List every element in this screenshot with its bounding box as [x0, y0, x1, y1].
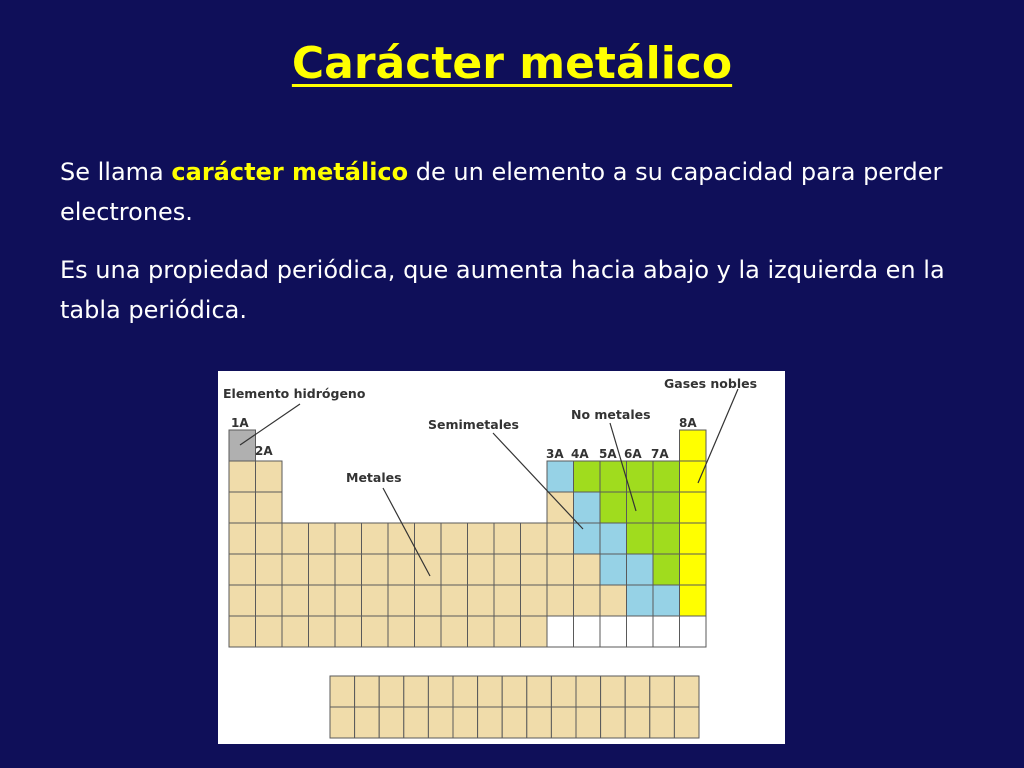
element-cell — [680, 585, 707, 616]
element-cell — [574, 585, 601, 616]
f-block-cell — [478, 707, 503, 738]
f-block-cell — [674, 707, 699, 738]
element-cell — [282, 554, 309, 585]
element-cell — [627, 492, 654, 523]
group-label-4a: 4A — [571, 447, 589, 461]
element-cell — [547, 554, 574, 585]
f-block-cell — [478, 676, 503, 707]
f-block-cell — [551, 676, 576, 707]
empty-cell — [574, 616, 601, 647]
nonmetals-label: No metales — [571, 407, 651, 422]
element-cell — [627, 523, 654, 554]
f-block-cell — [551, 707, 576, 738]
element-cell — [229, 554, 256, 585]
f-block-cell — [379, 676, 404, 707]
f-block-cell — [625, 707, 650, 738]
element-cell — [441, 616, 468, 647]
element-cell — [627, 554, 654, 585]
element-cell — [335, 585, 362, 616]
f-block-cell — [404, 707, 429, 738]
empty-cell — [680, 616, 707, 647]
element-cell — [229, 585, 256, 616]
element-cell — [335, 523, 362, 554]
element-cell — [547, 523, 574, 554]
element-cell — [627, 585, 654, 616]
f-block-cell — [527, 676, 552, 707]
f-block-cell — [601, 676, 626, 707]
element-cell — [309, 554, 336, 585]
empty-cell — [653, 616, 680, 647]
element-cell — [653, 523, 680, 554]
hydrogen-label: Elemento hidrógeno — [223, 386, 366, 401]
trend-paragraph: Es una propiedad periódica, que aumenta hacia abajo y la izquierda en la tabla periódica. — [60, 256, 945, 324]
f-block-cell — [527, 707, 552, 738]
element-cell — [574, 492, 601, 523]
element-cell — [494, 554, 521, 585]
hydrogen-cell — [229, 430, 256, 461]
element-cell — [282, 585, 309, 616]
f-block-cell — [502, 707, 527, 738]
element-cell — [468, 554, 495, 585]
element-cell — [282, 523, 309, 554]
element-cell — [415, 585, 442, 616]
semimetals-label: Semimetales — [428, 417, 519, 432]
definition-paragraph — [60, 152, 960, 232]
empty-cell — [600, 616, 627, 647]
f-block-cell — [453, 707, 478, 738]
group-label-7a: 7A — [651, 447, 669, 461]
element-cell — [521, 554, 548, 585]
element-cell — [256, 585, 283, 616]
periodic-table-diagram — [218, 371, 785, 744]
element-cell — [521, 523, 548, 554]
element-cell — [229, 616, 256, 647]
element-cell — [627, 461, 654, 492]
f-block-cell — [330, 676, 355, 707]
element-cell — [680, 492, 707, 523]
element-cell — [680, 554, 707, 585]
element-cell — [574, 461, 601, 492]
element-cell — [388, 616, 415, 647]
element-cell — [468, 523, 495, 554]
f-block-cell — [428, 676, 453, 707]
element-cell — [547, 492, 574, 523]
f-block-cell — [650, 676, 675, 707]
element-cell — [494, 616, 521, 647]
f-block-cell — [576, 676, 601, 707]
element-cell — [521, 616, 548, 647]
element-cell — [600, 585, 627, 616]
element-cell — [468, 585, 495, 616]
element-cell — [362, 585, 389, 616]
f-block-cell — [674, 676, 699, 707]
group-label-2a: 2A — [255, 444, 273, 458]
element-cell — [547, 461, 574, 492]
element-cell — [653, 492, 680, 523]
f-block-cell — [355, 707, 380, 738]
element-cell — [256, 554, 283, 585]
element-cell — [521, 585, 548, 616]
f-block-cell — [502, 676, 527, 707]
empty-cell — [627, 616, 654, 647]
element-cell — [256, 461, 283, 492]
element-cell — [680, 461, 707, 492]
group-label-8a: 8A — [679, 416, 697, 430]
empty-cell — [547, 616, 574, 647]
element-cell — [362, 523, 389, 554]
group-label-6a: 6A — [624, 447, 642, 461]
f-block-cell — [355, 676, 380, 707]
element-cell — [388, 554, 415, 585]
element-cell — [309, 523, 336, 554]
element-cell — [256, 492, 283, 523]
f-block-cell — [453, 676, 478, 707]
element-cell — [362, 554, 389, 585]
element-cell — [335, 616, 362, 647]
element-cell — [574, 554, 601, 585]
table-cells — [229, 430, 706, 738]
element-cell — [256, 523, 283, 554]
noble-gases-label: Gases nobles — [664, 376, 758, 391]
f-block-cell — [576, 707, 601, 738]
element-cell — [362, 616, 389, 647]
slide-title: Carácter metálico — [291, 38, 733, 89]
element-cell — [494, 585, 521, 616]
group-label-1a: 1A — [231, 416, 249, 430]
f-block-cell — [601, 707, 626, 738]
element-cell — [309, 616, 336, 647]
element-cell — [653, 461, 680, 492]
element-cell — [653, 585, 680, 616]
element-cell — [468, 616, 495, 647]
element-cell — [600, 523, 627, 554]
element-cell — [229, 492, 256, 523]
element-cell — [680, 523, 707, 554]
element-cell — [441, 523, 468, 554]
f-block-cell — [625, 676, 650, 707]
element-cell — [494, 523, 521, 554]
definition-text-start: Se llama — [60, 158, 172, 186]
element-cell — [574, 523, 601, 554]
group-label-3a: 3A — [546, 447, 564, 461]
metallic-character-highlight: carácter metálico — [171, 158, 409, 186]
f-block-cell — [428, 707, 453, 738]
element-cell — [309, 585, 336, 616]
element-cell — [415, 523, 442, 554]
element-cell — [256, 616, 283, 647]
element-cell — [653, 554, 680, 585]
f-block-cell — [330, 707, 355, 738]
element-cell — [600, 492, 627, 523]
group-label-5a: 5A — [599, 447, 617, 461]
element-cell — [415, 616, 442, 647]
element-cell — [229, 461, 256, 492]
element-cell — [441, 585, 468, 616]
element-cell — [441, 554, 468, 585]
f-block-cell — [379, 707, 404, 738]
element-cell — [600, 554, 627, 585]
f-block-cell — [650, 707, 675, 738]
element-cell — [415, 554, 442, 585]
element-cell — [547, 585, 574, 616]
f-block-cell — [404, 676, 429, 707]
metals-label: Metales — [346, 470, 402, 485]
element-cell — [335, 554, 362, 585]
definition-text-end: de un elemento a su capacidad para perder electrones. — [60, 158, 943, 226]
periodic-table-figure — [218, 371, 785, 744]
element-cell — [680, 430, 707, 461]
element-cell — [388, 585, 415, 616]
element-cell — [282, 616, 309, 647]
hydrogen-leader-line — [240, 404, 300, 445]
element-cell — [229, 523, 256, 554]
